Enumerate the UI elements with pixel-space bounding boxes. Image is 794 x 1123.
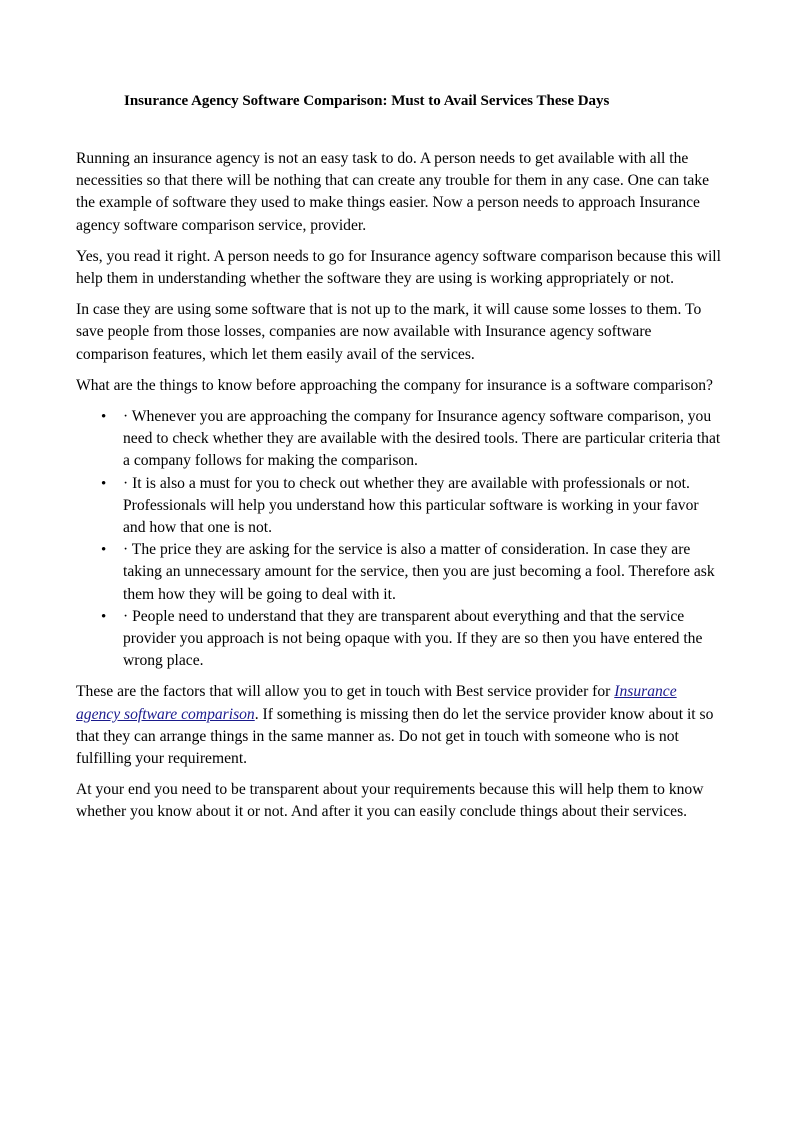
paragraph-final: At your end you need to be transparent about your requirements because this will help them to know whether you know about it or not. And after it you can easily conclude things about their services. — [76, 781, 704, 821]
closing-text-after-link: . If something is missing then do let the service provider know about it so that they can arrange things in the same manner as. Do not get in touch with someone who is not fulfilling your requirement. — [76, 705, 714, 768]
bullet-icon: • — [101, 542, 107, 559]
paragraph-things-to-know: What are the things to know before approaching the company for insurance is a software comparison? — [76, 376, 713, 394]
list-item — [101, 539, 722, 606]
list-item — [101, 406, 722, 473]
paragraph-losses: In case they are using some software that is not up to the mark, it will cause some losses to them. To save people from those losses, companies are now available with Insurance agency software comparison features, which let them easily avail of the services. — [76, 301, 702, 363]
list-item-text: · The price they are asking for the service is also a matter of consideration. In case they are taking an unnecessary amount for the service, then you are just becoming a fool. Therefore ask them how they will be going to deal with it. — [123, 541, 715, 603]
paragraph-read-it-right: Yes, you read it right. A person needs to go for Insurance agency software comparison because this will help them in understanding whether the software they are using is working appropriately or not. — [76, 247, 721, 288]
closing-text-before-link: These are the factors that will allow you to get in touch with Best service provider for — [76, 683, 615, 701]
paragraph-intro: Running an insurance agency is not an easy task to do. A person needs to get available with all the necessities so that there will be nothing that can create any trouble for them in any case. One can take the example of software they used to make things easier. Now a person needs to approach Insurance agency software comparison service, provider. — [76, 150, 710, 234]
list-item — [101, 606, 722, 673]
bullet-icon: • — [101, 409, 107, 426]
bullet-list — [76, 406, 722, 672]
bullet-icon: • — [101, 608, 107, 625]
list-item — [101, 473, 722, 540]
list-item-text: · It is also a must for you to check out whether they are available with professionals or not. Professionals will help you understand how this particular software is working in your favor and how that one is not. — [123, 474, 699, 537]
paragraph-closing — [76, 681, 722, 770]
document-body — [76, 148, 722, 833]
list-item-text: · Whenever you are approaching the company for Insurance agency software comparison, you need to check whether they are available with the desired tools. There are particular criteria that a company follows for making the comparison. — [123, 408, 721, 470]
list-item-text: · People need to understand that they are transparent about everything and that the service provider you approach is not being opaque with you. If they are so then you have entered the wrong place. — [123, 607, 703, 670]
document-title: Insurance Agency Software Comparison: Must to Avail Services These Days — [124, 93, 610, 109]
bullet-icon: • — [101, 475, 107, 492]
software-comparison-link[interactable]: Insurance agency software comparison — [76, 683, 677, 723]
